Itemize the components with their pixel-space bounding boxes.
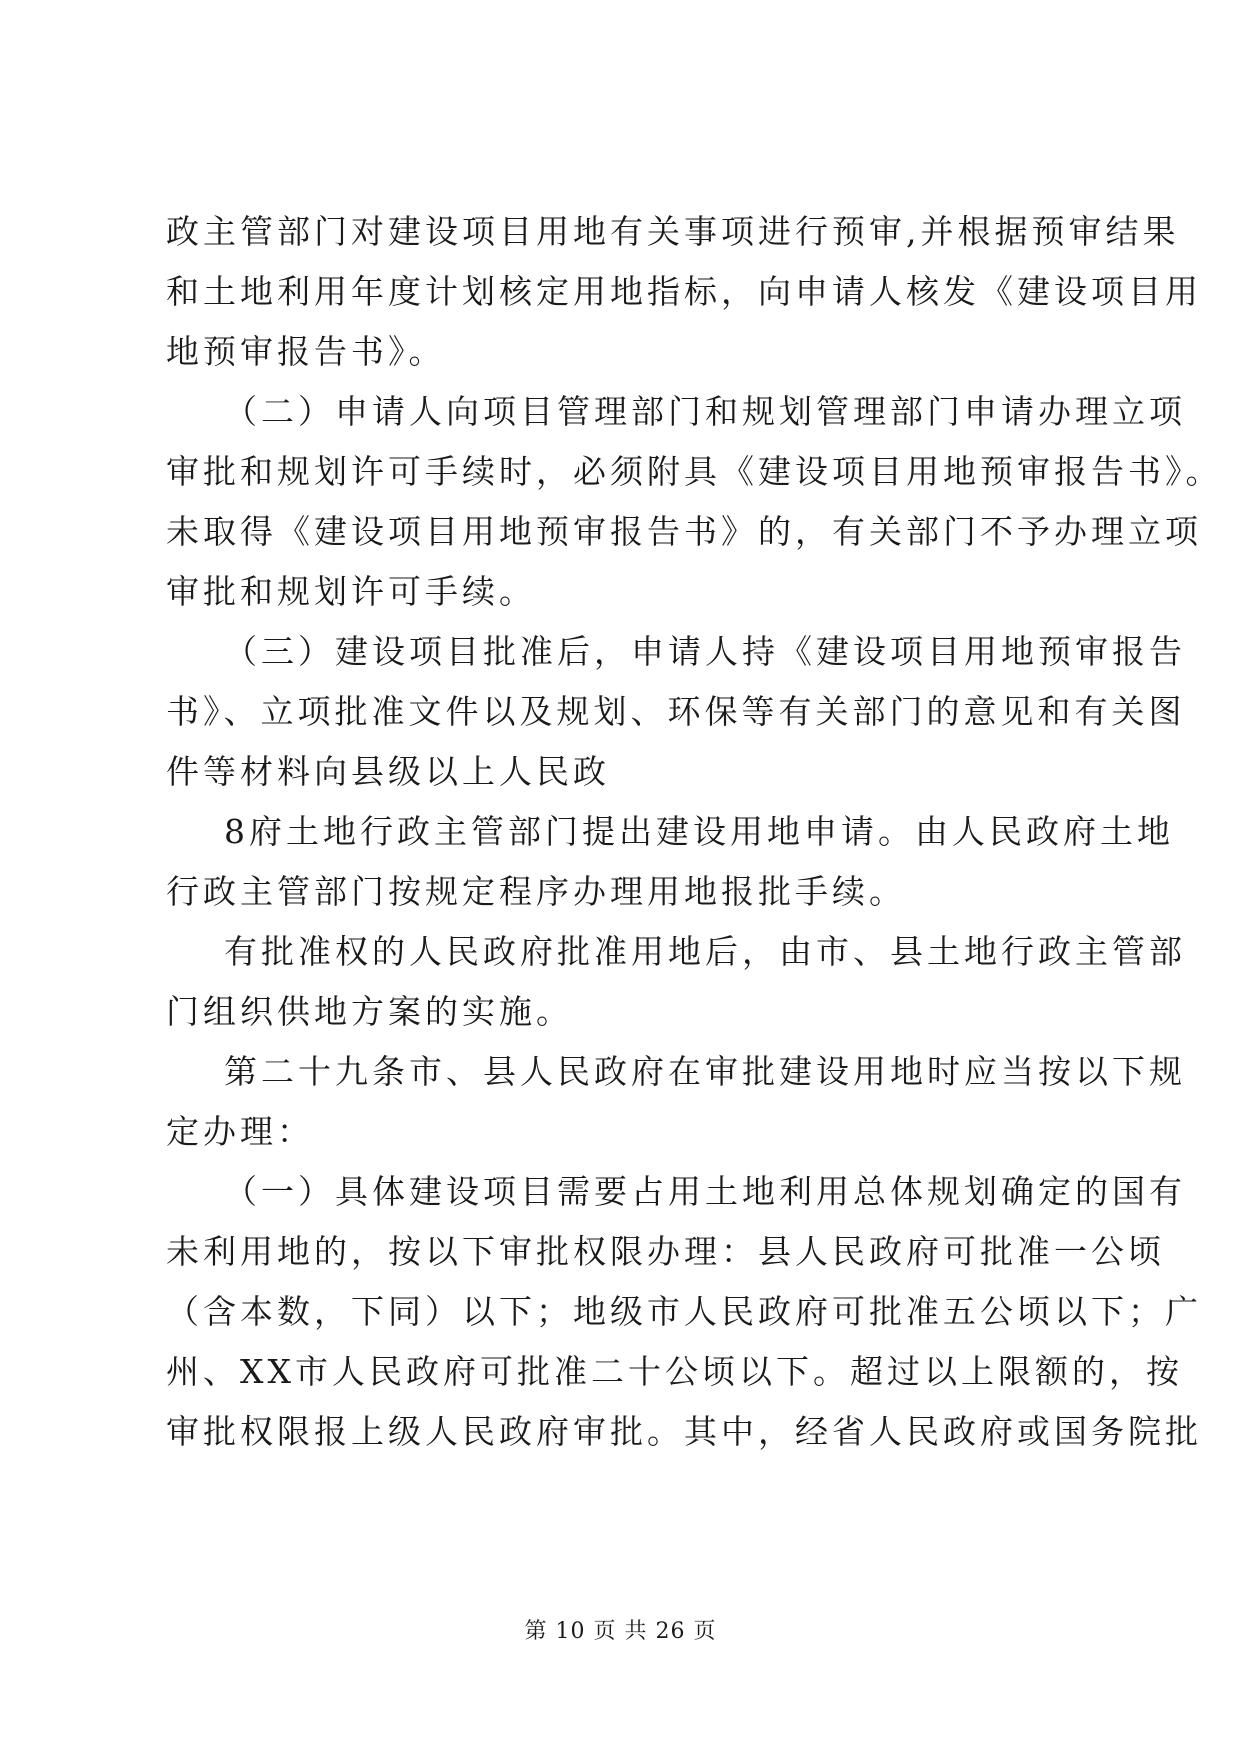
body-line: 定办理：	[166, 1112, 314, 1151]
body-line: 书》、立项批准文件以及规划、环保等有关部门的意见和有关图	[166, 692, 1186, 731]
body-line: （一）具体建设项目需要占用土地利用总体规划确定的国有	[224, 1172, 1186, 1211]
body-line: 8府土地行政主管部门提出建设用地申请。由人民政府土地	[224, 812, 1174, 851]
page-number-footer: 第 10 页 共 26 页	[524, 1619, 717, 1644]
body-line: （含本数，下同）以下；地级市人民政府可批准五公顷以下；广	[166, 1292, 1202, 1331]
body-line: 件等材料向县级以上人民政	[166, 752, 610, 791]
body-line: 州、XX市人民政府可批准二十公顷以下。超过以上限额的，按	[166, 1352, 1183, 1391]
body-line: 行政主管部门按规定程序办理用地报批手续。	[166, 872, 906, 911]
body-line: 和土地利用年度计划核定用地指标，向申请人核发《建设项目用	[166, 272, 1202, 311]
body-line: 第二十九条市、县人民政府在审批建设用地时应当按以下规	[224, 1052, 1186, 1091]
body-line: 政主管部门对建设项目用地有关事项进行预审,并根据预审结果	[166, 212, 1180, 251]
body-line: 未取得《建设项目用地预审报告书》的，有关部门不予办理立项	[166, 512, 1202, 551]
body-line: 地预审报告书》。	[166, 332, 446, 371]
body-line: 审批和规划许可手续时，必须附具《建设项目用地预审报告书》。	[166, 452, 1223, 491]
body-line: 审批和规划许可手续。	[166, 572, 536, 611]
body-line: 有批准权的人民政府批准用地后，由市、县土地行政主管部	[224, 932, 1186, 971]
body-line: （二）申请人向项目管理部门和规划管理部门申请办理立项	[224, 392, 1186, 431]
body-line: 门组织供地方案的实施。	[166, 992, 573, 1031]
body-line: 未利用地的，按以下审批权限办理：县人民政府可批准一公顷	[166, 1232, 1165, 1271]
body-line: （三）建设项目批准后，申请人持《建设项目用地预审报告	[224, 632, 1186, 671]
body-line: 审批权限报上级人民政府审批。其中，经省人民政府或国务院批	[166, 1412, 1202, 1451]
